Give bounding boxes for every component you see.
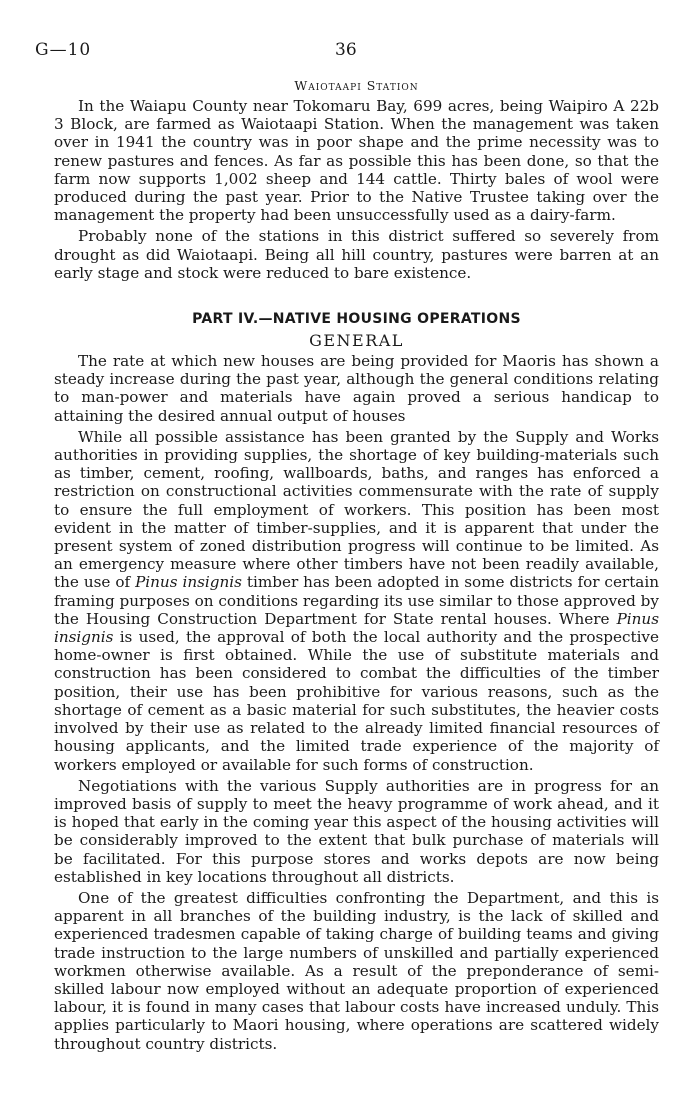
paragraph: In the Waiapu County near Tokomaru Bay, 699 acres, being Waipiro A 22b 3 Block, are farmed as Waiotaapi Station. When the management was taken over in 1941 the country was in poor shape and the prime necessity was to renew pastures and fences. As far as possible this has been done, so that the farm now supports 1,002 sheep and 144 cattle. Thirty bales of wool were produced during the past year. Prior to the Native Trustee taking over the management the property had been unsuccessfully used as a dairy-farm. — [54, 97, 659, 225]
paragraph-text: While all possible assistance has been granted by the Supply and Works authorities in providing supplies, the shortage of key building-materials such as timber, cement, roofing, wallboards, baths, and ranges has enforced a restriction on constructional activities commensurate with the rate of supply to ensure the full employment of workers. This position has been most evident in the matter of timber-supplies, and it is apparent that under the present system of zoned distribution progress will continue to be limited. As an emergency measure where other timbers have not been readily available, the use of — [54, 427, 659, 592]
document-body — [54, 78, 659, 1053]
paragraph-with-italics — [54, 428, 659, 774]
section-title-waiotaapi: Waiotaapi Station — [294, 78, 419, 93]
page-number: 36 — [335, 40, 357, 60]
sub-heading: GENERAL — [309, 331, 404, 351]
page-header — [35, 40, 665, 64]
paragraph: Negotiations with the various Supply authorities are in progress for an improved basis of supply to meet the heavy programme of work ahead, and it is hoped that early in the coming year this aspect of the housing activities will be considerably improved to the extent that bulk purchase of materials will be facilitated. For this purpose stores and works depots are now being established in key locations throughout all districts. — [54, 776, 659, 886]
page-reference: G—10 — [35, 40, 92, 60]
paragraph: The rate at which new houses are being provided for Maoris has shown a steady increase during the past year, although the general conditions relating to man-power and materials have again proved a serious handicap to attaining the desired annual output of houses — [54, 352, 659, 425]
italic-term: Pinus insignis — [54, 609, 659, 647]
paragraph-text: is used, the approval of both the local authority and the prospective home-owner is first obtained. While the use of substitute materials and construction has been considered to combat the difficulties of the timber position, their use has been prohibitive for various reasons, such as the shortage of cement as a basic material for such substitutes, the heavier costs involved by their use as related to the already limited financial resources of housing applicants, and the limited trade experience of the majority of workers employed or available for such forms of construction. — [54, 628, 659, 774]
paragraph: One of the greatest difficulties confronting the Department, and this is apparent in all branches of the building industry, is the lack of skilled and experienced tradesmen capable of taking charge of building teams and giving trade instruction to the large numbers of unskilled and partially experienced workmen otherwise available. As a result of the preponderance of semi-skilled labour now employed without an adequate proportion of experienced labour, it is found in many cases that labour costs have increased unduly. This applies particularly to Maori housing, where operations are scattered widely throughout country districts. — [54, 888, 659, 1053]
paragraph-text: timber has been adopted in some districts for certain framing purposes on conditions regarding its use similar to those approved by the Housing Construction Department for State rental houses. Where — [54, 573, 659, 628]
paragraph: Probably none of the stations in this district suffered so severely from drought as did Waiotaapi. Being all hill country, pastures were barren at an early stage and stock were reduced to bare existence. — [54, 227, 659, 282]
italic-term: Pinus insignis — [135, 573, 242, 592]
part-heading: PART IV.—NATIVE HOUSING OPERATIONS — [192, 311, 521, 328]
